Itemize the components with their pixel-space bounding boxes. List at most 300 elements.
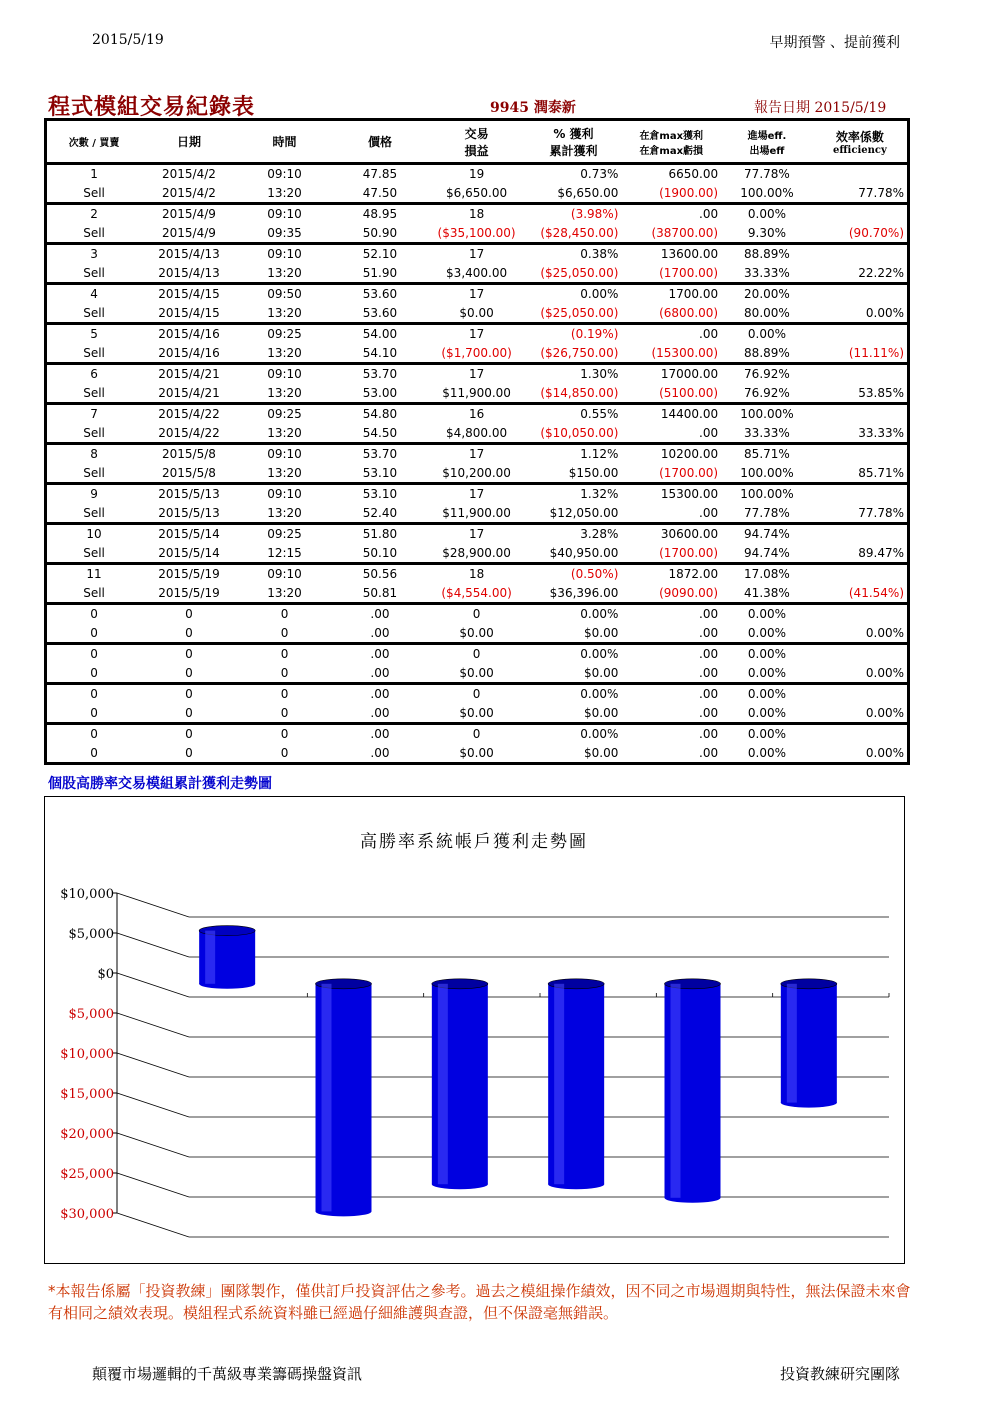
entry-price: 51.80 <box>332 524 427 544</box>
col-header-price: 價格 <box>332 120 427 164</box>
exit-price: 51.90 <box>362 265 398 280</box>
max-profit: .00 <box>621 724 721 744</box>
entry-time: 0 <box>237 724 332 744</box>
entry-price: 54.80 <box>332 404 427 424</box>
trade-number: 0 <box>46 684 142 704</box>
entry-eff: 0.00% <box>721 644 813 664</box>
trade-number: 4 <box>46 284 142 304</box>
entry-time: 0 <box>237 684 332 704</box>
efficiency: 0.00% <box>865 745 904 760</box>
entry-time: 09:10 <box>237 244 332 264</box>
header-slogan: 早期預警 、提前獲利 <box>769 35 900 51</box>
pct-profit: 0.00% <box>526 604 622 624</box>
trade-entry-row <box>46 444 909 464</box>
trade-entry-row <box>46 244 909 264</box>
blank-cell <box>813 364 909 384</box>
entry-date: 2015/5/8 <box>141 444 237 464</box>
exit-time: 0 <box>280 745 289 760</box>
entry-date: 2015/5/19 <box>141 564 237 584</box>
trade-pl: $28,900.00 <box>442 545 511 560</box>
entry-date: 2015/4/21 <box>141 364 237 384</box>
pct-profit: 0.38% <box>526 244 622 264</box>
entry-time: 09:25 <box>237 404 332 424</box>
y-tick-label: $10,000 <box>60 887 114 902</box>
trade-exit-row <box>46 264 909 284</box>
exit-date: 0 <box>185 625 193 640</box>
max-profit: 13600.00 <box>621 244 721 264</box>
entry-eff: 85.71% <box>721 444 813 464</box>
trade-number: 1 <box>90 167 98 182</box>
col-header-eff: 進場eff. 出場eff <box>721 120 813 164</box>
exit-date: 2015/5/8 <box>162 465 216 480</box>
cylinder-bar <box>199 926 255 989</box>
chart-container <box>44 796 905 1264</box>
exit-price: 50.81 <box>362 585 398 600</box>
entry-price: .00 <box>332 684 427 704</box>
gridline-diag <box>117 1173 189 1197</box>
exit-time: 13:20 <box>267 505 302 520</box>
entry-price: 54.00 <box>332 324 427 344</box>
profit-chart <box>45 797 904 1263</box>
trade-exit-row <box>46 584 909 604</box>
entry-eff: 76.92% <box>721 364 813 384</box>
entry-time: 0 <box>237 644 332 664</box>
trade-pl: $11,900.00 <box>442 385 511 400</box>
cylinder-bar <box>548 979 604 1189</box>
trade-pl: $0.00 <box>459 745 494 760</box>
exit-time: 13:20 <box>267 385 302 400</box>
max-profit: .00 <box>621 204 721 224</box>
efficiency: (41.54%) <box>848 585 904 600</box>
exit-eff: 33.33% <box>744 265 790 280</box>
trade-exit-row <box>46 424 909 444</box>
exit-date: 2015/4/16 <box>158 345 220 360</box>
bar-highlight <box>787 984 797 1103</box>
blank-cell <box>813 564 909 584</box>
entry-date: 2015/4/2 <box>162 167 216 182</box>
trade-exit-row <box>46 624 909 644</box>
trade-qty: 18 <box>428 564 526 584</box>
entry-date: 2015/4/15 <box>141 284 237 304</box>
trade-side: Sell <box>83 585 105 600</box>
trade-exit-row <box>46 504 909 524</box>
entry-price: 48.95 <box>332 204 427 224</box>
trade-pl: ($35,100.00) <box>437 225 516 240</box>
trade-entry-row <box>46 204 909 224</box>
exit-date: 2015/4/13 <box>158 265 220 280</box>
pct-profit: 0.73% <box>580 167 619 182</box>
max-profit: 6650.00 <box>668 167 719 182</box>
trade-number: 7 <box>46 404 142 424</box>
max-profit: 14400.00 <box>621 404 721 424</box>
exit-time: 0 <box>280 705 289 720</box>
entry-eff: 0.00% <box>721 684 813 704</box>
trade-entry-row <box>46 284 909 304</box>
exit-date: 0 <box>185 745 193 760</box>
trade-entry-row <box>46 404 909 424</box>
exit-eff: 0.00% <box>747 745 786 760</box>
max-loss: .00 <box>699 625 719 640</box>
trade-number: 6 <box>46 364 142 384</box>
y-tick-label: $30,000 <box>60 1207 114 1222</box>
entry-eff: 0.00% <box>721 724 813 744</box>
trade-number: 5 <box>46 324 142 344</box>
trade-number: 11 <box>46 564 142 584</box>
col-header-efficiency: 效率係數 efficiency <box>813 120 909 164</box>
efficiency: (90.70%) <box>848 225 904 240</box>
exit-date: 2015/4/2 <box>162 185 216 200</box>
trade-pl: $0.00 <box>459 305 494 320</box>
col-header-date: 日期 <box>141 120 237 164</box>
col-header-count: 次數 / 買賣 <box>46 120 142 164</box>
entry-eff: 0.00% <box>721 204 813 224</box>
cum-profit: $12,050.00 <box>549 505 619 520</box>
trade-qty: 0 <box>428 684 526 704</box>
max-loss: (1900.00) <box>659 185 719 200</box>
max-loss: .00 <box>699 705 719 720</box>
exit-time: 13:20 <box>267 425 302 440</box>
entry-date: 2015/5/14 <box>141 524 237 544</box>
trade-side: Sell <box>83 425 105 440</box>
gridline-diag <box>117 1013 189 1037</box>
exit-price: 54.50 <box>362 425 398 440</box>
entry-date: 0 <box>141 604 237 624</box>
blank-cell <box>813 404 909 424</box>
trade-pl: $4,800.00 <box>446 425 508 440</box>
max-profit: 17000.00 <box>621 364 721 384</box>
entry-price: 52.10 <box>332 244 427 264</box>
header-date: 2015/5/19 <box>92 32 164 48</box>
max-profit: 1700.00 <box>621 284 721 304</box>
exit-time: 13:20 <box>267 585 302 600</box>
pct-profit: 3.28% <box>526 524 622 544</box>
trade-pl: $3,400.00 <box>446 265 508 280</box>
trade-qty: 0 <box>428 604 526 624</box>
cum-profit: $0.00 <box>584 665 619 680</box>
exit-price: .00 <box>370 625 390 640</box>
cum-profit: $36,396.00 <box>549 585 619 600</box>
trade-entry-row <box>46 364 909 384</box>
exit-time: 0 <box>280 665 289 680</box>
efficiency: 77.78% <box>858 505 904 520</box>
trade-exit-row <box>46 344 909 364</box>
cum-profit: ($26,750.00) <box>540 345 619 360</box>
exit-date: 2015/5/19 <box>158 585 220 600</box>
y-tick-label: $25,000 <box>60 1167 114 1182</box>
exit-time: 12:15 <box>267 545 302 560</box>
trade-qty: 17 <box>428 444 526 464</box>
exit-price: .00 <box>370 665 390 680</box>
efficiency: 89.47% <box>858 545 904 560</box>
max-loss: (6800.00) <box>659 305 719 320</box>
report-date: 報告日期 2015/5/19 <box>754 100 887 116</box>
efficiency: 77.78% <box>858 185 904 200</box>
max-loss: (1700.00) <box>659 265 719 280</box>
trade-exit-row <box>46 304 909 324</box>
max-loss: .00 <box>699 665 719 680</box>
cum-profit: $0.00 <box>584 745 619 760</box>
max-loss: .00 <box>699 745 719 760</box>
chart-caption: 個股高勝率交易模組累計獲利走勢圖 <box>48 776 272 792</box>
cum-profit: $0.00 <box>584 625 619 640</box>
trade-entry-row <box>46 524 909 544</box>
cum-profit: $150.00 <box>568 465 619 480</box>
trade-number: 0 <box>46 724 142 744</box>
trade-exit-row <box>46 744 909 764</box>
efficiency: 53.85% <box>858 385 904 400</box>
blank-cell <box>813 684 909 704</box>
blank-cell <box>813 204 909 224</box>
cum-profit: ($25,050.00) <box>540 305 619 320</box>
exit-date: 0 <box>185 665 193 680</box>
pct-profit: 0.00% <box>526 644 622 664</box>
entry-time: 09:10 <box>237 444 332 464</box>
max-loss: .00 <box>699 425 719 440</box>
gridline-diag <box>117 1133 189 1157</box>
entry-time: 09:10 <box>267 167 302 182</box>
exit-price: 53.60 <box>362 305 398 320</box>
entry-date: 2015/5/13 <box>141 484 237 504</box>
efficiency: 0.00% <box>865 625 904 640</box>
trade-pl: $0.00 <box>459 665 494 680</box>
exit-price: 53.10 <box>362 465 398 480</box>
exit-eff: 0.00% <box>747 665 786 680</box>
trade-entry-row <box>46 644 909 664</box>
pct-profit: 0.55% <box>526 404 622 424</box>
max-profit: .00 <box>621 604 721 624</box>
col-header-time: 時間 <box>237 120 332 164</box>
cum-profit: ($14,850.00) <box>540 385 619 400</box>
exit-eff: 33.33% <box>744 425 790 440</box>
cylinder-bar <box>781 979 837 1108</box>
trade-qty: 17 <box>428 364 526 384</box>
exit-eff: 0.00% <box>747 705 786 720</box>
trade-side: Sell <box>83 545 105 560</box>
efficiency: (11.11%) <box>848 345 904 360</box>
trade-qty: 17 <box>428 244 526 264</box>
trade-number: 3 <box>46 244 142 264</box>
bar-highlight <box>205 931 215 984</box>
exit-eff: 76.92% <box>744 385 790 400</box>
trade-qty: 16 <box>428 404 526 424</box>
max-profit: .00 <box>621 644 721 664</box>
max-profit: 15300.00 <box>621 484 721 504</box>
exit-price: 53.00 <box>362 385 398 400</box>
entry-date: 2015/4/9 <box>141 204 237 224</box>
exit-date: 2015/4/15 <box>158 305 220 320</box>
blank-cell <box>813 284 909 304</box>
trade-entry-row <box>46 604 909 624</box>
efficiency: 33.33% <box>858 425 904 440</box>
trade-entry-row <box>46 724 909 744</box>
entry-price: 53.70 <box>332 444 427 464</box>
stock-name: 9945 潤泰新 <box>490 100 576 116</box>
trade-number: 0 <box>46 644 142 664</box>
gridline-diag <box>117 1093 189 1117</box>
entry-eff: 20.00% <box>721 284 813 304</box>
entry-price: 53.10 <box>332 484 427 504</box>
footer-left: 顛覆市場邏輯的千萬級專業籌碼操盤資訊 <box>92 1365 363 1383</box>
blank-cell <box>813 324 909 344</box>
y-tick-label: $0 <box>97 967 114 982</box>
entry-time: 09:10 <box>237 204 332 224</box>
trade-qty: 17 <box>428 324 526 344</box>
trade-side: Sell <box>83 345 105 360</box>
gridline-diag <box>117 1213 189 1237</box>
bar-highlight <box>554 984 564 1184</box>
y-tick-label: $5,000 <box>68 927 114 942</box>
exit-eff: 41.38% <box>744 585 790 600</box>
cum-profit: ($10,050.00) <box>540 425 619 440</box>
max-loss: (38700.00) <box>651 225 719 240</box>
trade-pl: $0.00 <box>459 705 494 720</box>
efficiency: 0.00% <box>865 705 904 720</box>
exit-date: 2015/4/21 <box>158 385 220 400</box>
blank-cell <box>813 724 909 744</box>
trade-entry-row <box>46 484 909 504</box>
exit-time: 13:20 <box>267 265 302 280</box>
blank-cell <box>813 644 909 664</box>
entry-time: 09:10 <box>237 364 332 384</box>
trade-pl: $11,900.00 <box>442 505 511 520</box>
max-loss: (9090.00) <box>659 585 719 600</box>
pct-profit: 0.00% <box>526 724 622 744</box>
pct-profit: 1.12% <box>526 444 622 464</box>
exit-price: .00 <box>370 705 390 720</box>
cum-profit: $6,650.00 <box>557 185 619 200</box>
exit-price: 52.40 <box>362 505 398 520</box>
y-tick-label: $10,000 <box>60 1047 114 1062</box>
trade-side: Sell <box>83 505 105 520</box>
trade-entry-row <box>46 564 909 584</box>
trade-qty: 17 <box>428 484 526 504</box>
exit-date: 2015/5/14 <box>158 545 220 560</box>
max-loss: (1700.00) <box>659 465 719 480</box>
exit-price: .00 <box>370 745 390 760</box>
trade-pl: $10,200.00 <box>442 465 511 480</box>
exit-price: 50.90 <box>362 225 398 240</box>
y-tick-label: $15,000 <box>60 1087 114 1102</box>
col-header-pl: 交易 損益 <box>428 120 526 164</box>
entry-eff: 17.08% <box>721 564 813 584</box>
blank-cell <box>813 164 909 184</box>
cum-profit: ($28,450.00) <box>540 225 619 240</box>
efficiency: 0.00% <box>865 305 904 320</box>
efficiency: 85.71% <box>858 465 904 480</box>
cum-profit: ($25,050.00) <box>540 265 619 280</box>
blank-cell <box>813 604 909 624</box>
trade-number: 9 <box>46 484 142 504</box>
cylinder-bar <box>432 979 488 1189</box>
exit-time: 13:20 <box>267 185 302 200</box>
pct-profit: (0.50%) <box>526 564 622 584</box>
exit-eff: 88.89% <box>744 345 790 360</box>
exit-price: 54.10 <box>362 345 398 360</box>
gridline-diag <box>117 973 189 997</box>
col-header-max: 在倉max獲利 在倉max虧損 <box>621 120 721 164</box>
trade-side: Sell <box>83 465 105 480</box>
trade-side: 0 <box>90 665 98 680</box>
entry-date: 2015/4/22 <box>141 404 237 424</box>
max-loss: (15300.00) <box>651 345 719 360</box>
trade-exit-row <box>46 664 909 684</box>
trade-pl: ($4,554.00) <box>441 585 512 600</box>
y-tick-label: $5,000 <box>68 1007 114 1022</box>
entry-time: 09:10 <box>237 484 332 504</box>
blank-cell <box>813 244 909 264</box>
exit-time: 0 <box>280 625 289 640</box>
max-profit: .00 <box>621 324 721 344</box>
trade-exit-row <box>46 384 909 404</box>
entry-price: .00 <box>332 724 427 744</box>
trade-exit-row <box>46 544 909 564</box>
trade-pl: $6,650.00 <box>446 185 508 200</box>
exit-time: 13:20 <box>267 345 302 360</box>
chart-title: 高勝率系統帳戶獲利走勢圖 <box>360 832 588 852</box>
col-header-pct: % 獲利 累計獲利 <box>526 120 622 164</box>
y-tick-label: $20,000 <box>60 1127 114 1142</box>
entry-eff: 77.78% <box>744 167 790 182</box>
trade-pl: ($1,700.00) <box>441 345 512 360</box>
exit-eff: 100.00% <box>740 185 794 200</box>
pct-profit: 1.30% <box>526 364 622 384</box>
cum-profit: $0.00 <box>584 705 619 720</box>
entry-eff: 0.00% <box>721 604 813 624</box>
exit-eff: 100.00% <box>740 465 794 480</box>
entry-price: 53.70 <box>332 364 427 384</box>
entry-time: 09:25 <box>237 324 332 344</box>
exit-date: 0 <box>185 705 193 720</box>
max-loss: (1700.00) <box>659 545 719 560</box>
entry-time: 09:50 <box>237 284 332 304</box>
entry-price: 47.85 <box>362 167 398 182</box>
exit-date: 2015/5/13 <box>158 505 220 520</box>
table-header-row <box>46 120 909 164</box>
page-title: 程式模組交易紀錄表 <box>48 94 256 120</box>
entry-eff: 100.00% <box>721 404 813 424</box>
max-profit: .00 <box>621 684 721 704</box>
pct-profit: 1.32% <box>526 484 622 504</box>
max-loss: (5100.00) <box>659 385 719 400</box>
exit-time: 13:20 <box>267 465 302 480</box>
gridline-diag <box>117 1053 189 1077</box>
entry-eff: 100.00% <box>721 484 813 504</box>
entry-date: 0 <box>141 684 237 704</box>
trade-exit-row <box>46 464 909 484</box>
entry-time: 09:10 <box>237 564 332 584</box>
entry-price: .00 <box>332 644 427 664</box>
max-profit: 1872.00 <box>621 564 721 584</box>
entry-eff: 94.74% <box>721 524 813 544</box>
trade-qty: 0 <box>428 644 526 664</box>
exit-eff: 9.30% <box>747 225 786 240</box>
entry-date: 2015/4/13 <box>141 244 237 264</box>
cylinder-bar <box>316 979 372 1217</box>
entry-price: .00 <box>332 604 427 624</box>
entry-date: 0 <box>141 724 237 744</box>
bar-highlight <box>322 984 332 1212</box>
entry-time: 0 <box>237 604 332 624</box>
exit-eff: 0.00% <box>747 625 786 640</box>
bar-highlight <box>438 984 448 1184</box>
trade-qty: 17 <box>428 524 526 544</box>
footer-right: 投資教練研究團隊 <box>779 1365 900 1383</box>
trade-side: 0 <box>90 745 98 760</box>
trade-side: Sell <box>83 385 105 400</box>
blank-cell <box>813 444 909 464</box>
trade-qty: 18 <box>428 204 526 224</box>
max-profit: 10200.00 <box>621 444 721 464</box>
